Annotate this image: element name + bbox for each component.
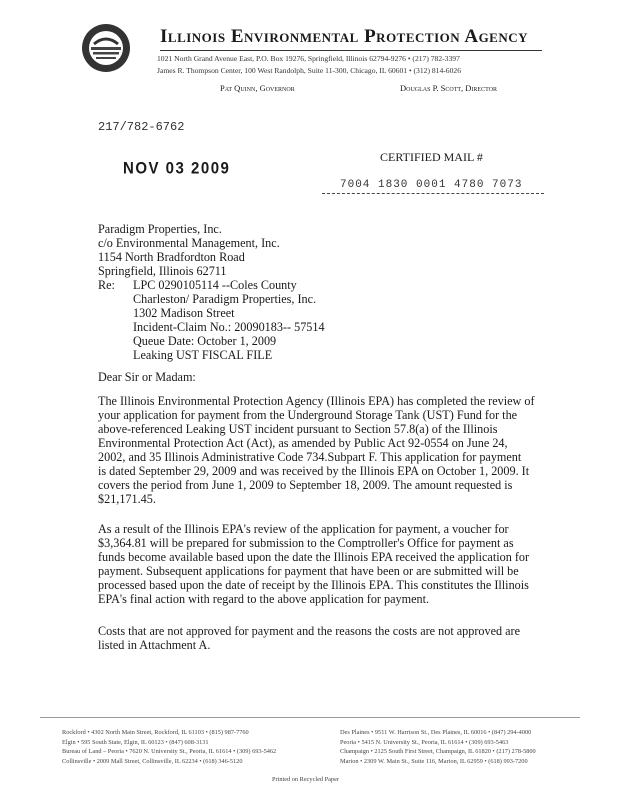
footer-office: Peoria • 5415 N. University St., Peoria, IL 61614 • (309) 693-5463 <box>340 738 509 746</box>
paragraph-line: As a result of the Illinois EPA's review of the application for payment, a voucher for <box>98 522 509 536</box>
paragraph-voucher <box>98 522 529 606</box>
re-line: Charleston/ Paradigm Properties, Inc. <box>133 292 317 306</box>
certified-number-rule <box>322 193 544 194</box>
paragraph-costs <box>98 624 520 652</box>
recipient-line: Paradigm Properties, Inc. <box>98 222 222 236</box>
letterhead-address-2: James R. Thompson Center, 100 West Randolph, Suite 11-300, Chicago, IL 60601 • (312) 814-6026 <box>157 66 461 75</box>
paragraph-line: payment. Subsequent applications for payment that have been or are submitted will be <box>98 564 519 578</box>
paragraph-line: The Illinois Environmental Protection Agency (Illinois EPA) has completed the review of <box>98 394 535 408</box>
paragraph-line: 2002, and 35 Illinois Administrative Code 734.Subpart F. This application for payment <box>98 450 522 464</box>
footer-office: Elgin • 595 South State, Elgin, IL 60123 • (847) 608-3131 <box>62 738 209 746</box>
letterhead-address-1: 1021 North Grand Avenue East, P.O. Box 19276, Springfield, Illinois 62794-9276 • (217) 782-3397 <box>157 54 460 63</box>
re-label: Re: <box>98 278 115 292</box>
footer-office: Des Plaines • 9511 W. Harrison St., Des Plaines, IL 60016 • (847) 294-4000 <box>340 729 532 736</box>
paragraph-line: $3,364.81 will be prepared for submission to the Comptroller's Office for payment as <box>98 536 514 550</box>
paragraph-review <box>98 394 535 506</box>
recycled-paper-note: Printed on Recycled Paper <box>272 776 339 783</box>
paragraph-line: listed in Attachment A. <box>98 638 211 652</box>
re-line: 1302 Madison Street <box>133 306 235 320</box>
re-line: Queue Date: October 1, 2009 <box>133 334 277 348</box>
agency-name: Illinois Environmental Protection Agency <box>160 26 529 47</box>
footer-rule <box>40 717 580 718</box>
paragraph-line: funds become available based upon the date the Illinois EPA received the application for <box>98 550 530 564</box>
footer-right-offices <box>340 728 536 766</box>
re-block <box>133 278 325 362</box>
footer-office: Marion • 2309 W. Main St., Suite 116, Marion, IL 62959 • (618) 993-7200 <box>340 757 528 765</box>
re-line: LPC 0290105114 --Coles County <box>133 278 297 292</box>
paragraph-line: is dated September 29, 2009 and was received by the Illinois EPA on October 1, 2009. It <box>98 464 530 478</box>
director-name: Douglas P. Scott, Director <box>400 83 497 93</box>
paragraph-line: Costs that are not approved for payment and the reasons the costs are not approved are <box>98 624 521 638</box>
agency-seal-logo <box>80 22 132 74</box>
paragraph-line: processed based upon the date of receipt by the Illinois EPA. This constitutes the Illinois <box>98 578 529 592</box>
governor-name: Pat Quinn, Governor <box>220 83 295 93</box>
paragraph-line: $21,171.45. <box>98 492 156 506</box>
footer-office: Rockford • 4302 North Main Street, Rockford, IL 61103 • (815) 987-7760 <box>62 729 249 736</box>
footer-office: Bureau of Land – Peoria • 7620 N. University St., Peoria, IL 61614 • (309) 693-5462 <box>62 748 277 755</box>
recipient-address <box>98 222 280 278</box>
salutation: Dear Sir or Madam: <box>98 370 196 384</box>
recipient-line: Springfield, Illinois 62711 <box>98 264 227 278</box>
recipient-line: c/o Environmental Management, Inc. <box>98 236 280 250</box>
phone-number: 217/782-6762 <box>98 120 185 134</box>
re-line: Leaking UST FISCAL FILE <box>133 348 273 362</box>
certified-mail-number: 7004 1830 0001 4780 7073 <box>340 179 523 191</box>
certified-mail-label: CERTIFIED MAIL # <box>380 150 483 164</box>
paragraph-line: covers the period from June 1, 2009 to September 18, 2009. The amount requested is <box>98 478 513 492</box>
re-line: Incident-Claim No.: 20090183-- 57514 <box>133 320 325 334</box>
paragraph-line: EPA's final action with regard to the above application for payment. <box>98 592 430 606</box>
paragraph-line: Environmental Protection Act (Act), as amended by Public Act 92-0554 on June 24, <box>98 436 508 450</box>
footer-office: Champaign • 2125 South First Street, Champaign, IL 61820 • (217) 278-5800 <box>340 748 536 755</box>
recipient-line: 1154 North Bradfordton Road <box>98 250 245 264</box>
paragraph-line: above-referenced Leaking UST incident pursuant to Section 57.8(a) of the Illinois <box>98 422 498 436</box>
footer-office: Collinsville • 2009 Mall Street, Collinsville, IL 62234 • (618) 346-5120 <box>62 757 243 765</box>
paragraph-line: your application for payment from the Underground Storage Tank (UST) Fund for the <box>98 408 518 422</box>
date-stamp: NOV 03 2009 <box>123 159 231 178</box>
footer-left-offices <box>62 728 276 766</box>
letterhead-rule <box>160 50 542 51</box>
